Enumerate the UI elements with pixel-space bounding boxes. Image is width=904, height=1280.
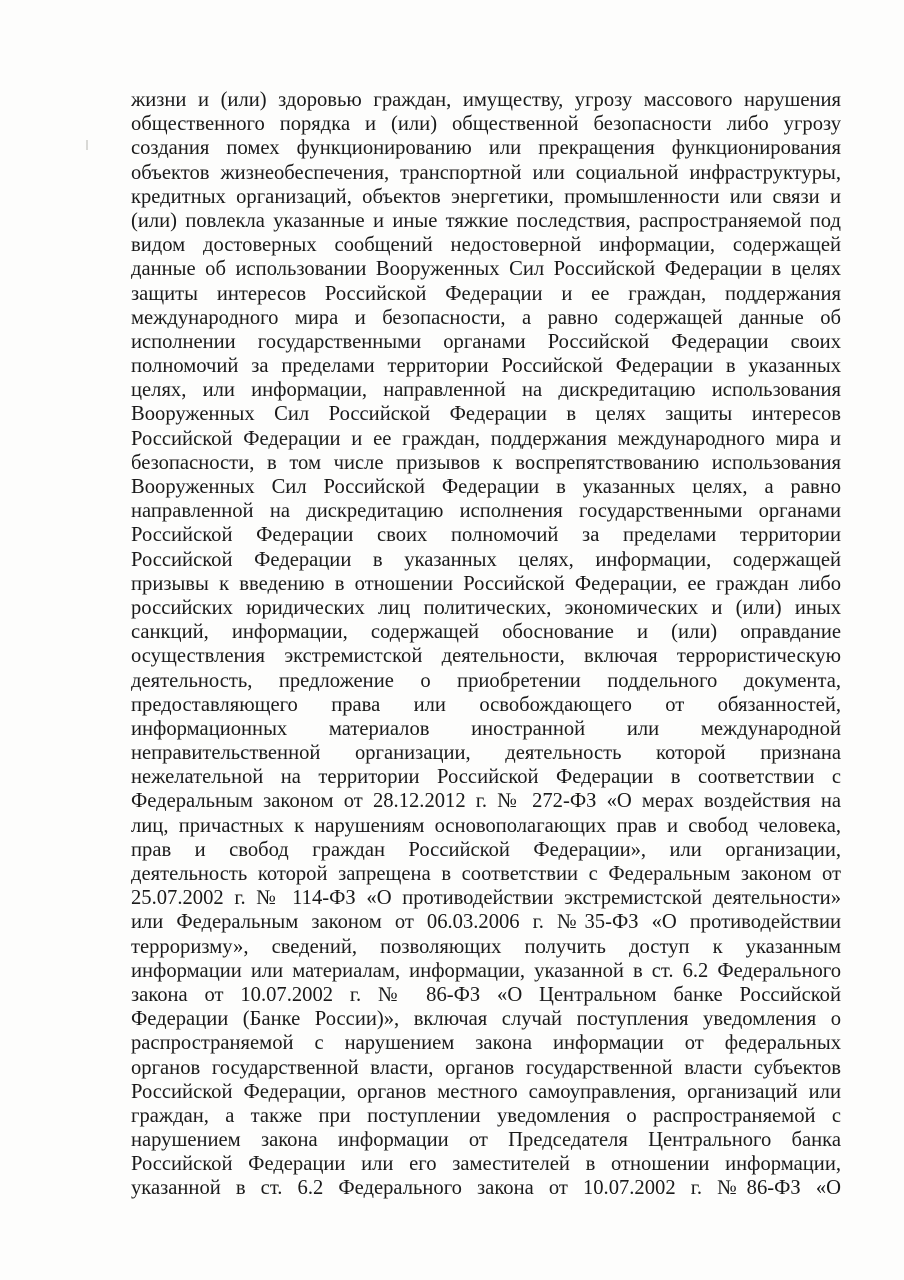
text-line: граждан, а также при поступлении уведомления о распространяемой с	[131, 1104, 841, 1127]
text-line: распространяемой с нарушением закона информации от федеральных	[131, 1032, 841, 1055]
text-line: российских юридических лиц политических, экономических и (или) иных	[131, 596, 841, 619]
text-line: направленной на дискредитацию исполнения государственными органами	[131, 500, 841, 523]
text-line: Российской Федерации своих полномочий за пределами территории	[131, 524, 841, 547]
text-line: осуществления экстремистской деятельности, включая террористическую	[131, 645, 841, 668]
scan-artifact	[86, 140, 88, 150]
text-line: органов государственной власти, органов государственной власти субъектов	[131, 1056, 841, 1079]
text-line: Российской Федерации, органов местного самоуправления, организаций или	[131, 1080, 841, 1103]
text-line: целях, или информации, направленной на дискредитацию использования	[131, 379, 841, 402]
text-line: кредитных организаций, объектов энергетики, промышленности или связи и	[131, 185, 841, 208]
text-line: полномочий за пределами территории Российской Федерации в указанных	[131, 355, 841, 378]
text-line: Вооруженных Сил Российской Федерации в указанных целях, а равно	[131, 476, 841, 498]
text-line: защиты интересов Российской Федерации и ее граждан, поддержания	[131, 282, 841, 305]
text-line: 25.07.2002 г. № 114-ФЗ «О противодействии экстремистской деятельности»	[131, 887, 841, 910]
text-line: неправительственной организации, деятельность которой признана	[131, 742, 841, 765]
text-line: лиц, причастных к нарушениям основополагающих прав и свобод человека,	[131, 814, 841, 837]
text-line: деятельность которой запрещена в соответствии с Федеральным законом от	[131, 863, 841, 885]
text-line: или Федеральным законом от 06.03.2006 г. №35-ФЗ «О противодействии	[131, 911, 841, 934]
text-line: безопасности, в том числе призывов к воспрепятствованию использования	[131, 451, 841, 474]
text-line: предоставляющего права или освобождающего от обязанностей,	[131, 693, 841, 716]
text-line: закона от 10.07.2002 г. № 86-ФЗ «О Центральном банке Российской	[131, 983, 841, 1006]
text-line: (или) повлекла указанные и иные тяжкие последствия, распространяемой под	[131, 209, 841, 232]
text-line: Российской Федерации в указанных целях, информации, содержащей	[131, 548, 841, 571]
text-line: нежелательной на территории Российской Федерации в соответствии с	[131, 766, 841, 789]
text-line: санкций, информации, содержащей обоснование и (или) оправдание	[131, 621, 841, 644]
text-line: указанной в ст. 6.2 Федерального закона от 10.07.2002 г. №86-ФЗ «О	[131, 1177, 841, 1200]
text-line: объектов жизнеобеспечения, транспортной или социальной инфраструктуры,	[131, 161, 841, 184]
text-line: терроризму», сведений, позволяющих получить доступ к указанным	[131, 935, 841, 958]
text-line: Вооруженных Сил Российской Федерации в целях защиты интересов	[131, 403, 841, 426]
text-line: нарушением закона информации от Председателя Центрального банка	[131, 1129, 841, 1152]
text-line: деятельность, предложение о приобретении поддельного документа,	[131, 669, 841, 692]
text-line: Федеральным законом от 28.12.2012 г. № 272-ФЗ «О мерах воздействия на	[131, 790, 841, 813]
text-line: международного мира и безопасности, а равно содержащей данные об	[131, 306, 841, 329]
text-line: данные об использовании Вооруженных Сил Российской Федерации в целях	[131, 258, 841, 281]
text-line: информации или материалам, информации, указанной в ст. 6.2 Федерального	[131, 959, 841, 982]
text-line: информационных материалов иностранной или международной	[131, 717, 841, 740]
text-line: исполнении государственными органами Российской Федерации своих	[131, 330, 841, 353]
text-line: Федерации (Банке России)», включая случай поступления уведомления о	[131, 1008, 841, 1031]
text-line: общественного порядка и (или) общественной безопасности либо угрозу	[131, 113, 841, 136]
text-line: призывы к введению в отношении Российской Федерации, ее граждан либо	[131, 572, 841, 595]
text-line: жизни и (или) здоровью граждан, имуществу, угрозу массового нарушения	[131, 89, 841, 111]
text-line: видом достоверных сообщений недостоверной информации, содержащей	[131, 234, 841, 257]
text-line: Российской Федерации или его заместителей в отношении информации,	[131, 1153, 841, 1176]
text-line: прав и свобод граждан Российской Федерации», или организации,	[131, 838, 841, 861]
text-line: создания помех функционированию или прекращения функционирования	[131, 137, 841, 160]
document-body-text	[131, 88, 841, 1201]
text-line: Российской Федерации и ее граждан, поддержания международного мира и	[131, 427, 841, 450]
